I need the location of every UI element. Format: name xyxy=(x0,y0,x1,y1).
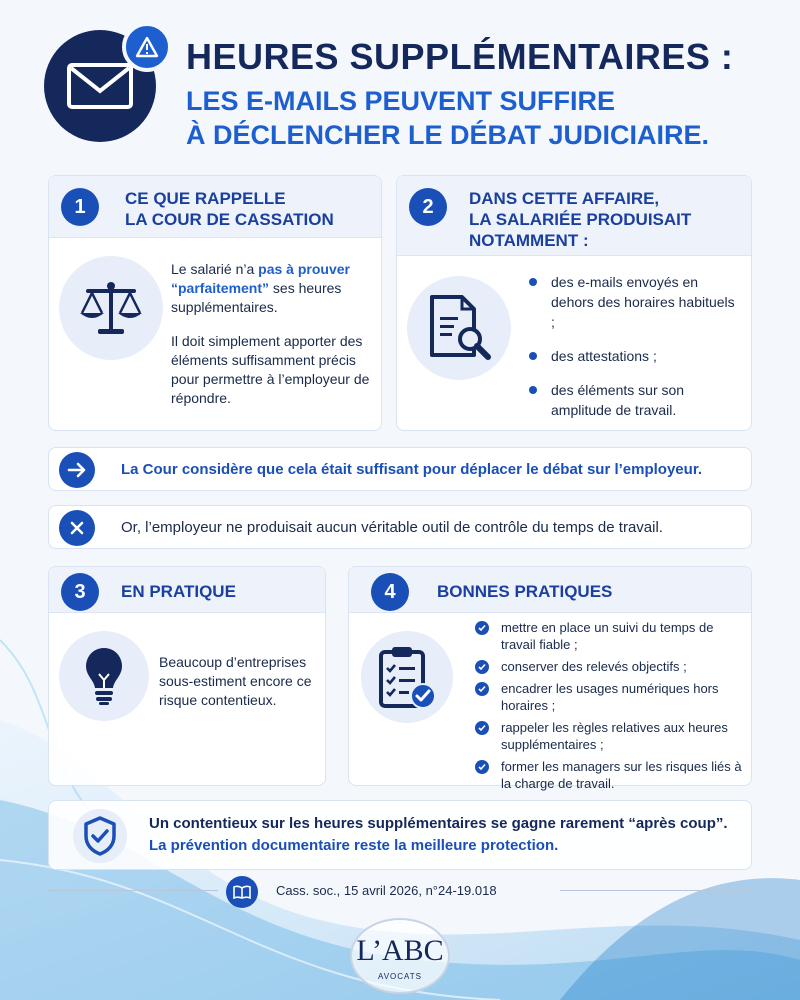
case-reference: Cass. soc., 15 avril 2026, n°24-19.018 xyxy=(276,883,497,898)
conclusion-line-1: Un contentieux sur les heures supplémentaires se gagne rarement “après coup”. xyxy=(149,815,728,832)
card-title xyxy=(125,188,375,230)
logo-subtext: AVOCATS xyxy=(377,972,423,981)
card-title-line: LA COUR DE CASSATION xyxy=(125,210,334,229)
highlight-text: pas à prouver xyxy=(258,261,350,277)
card-cour-de-cassation xyxy=(48,175,382,431)
list-item: des éléments sur son amplitude de travail. xyxy=(525,380,740,420)
check-icon xyxy=(475,760,489,774)
best-practices-list xyxy=(473,619,745,797)
evidence-list xyxy=(525,272,740,434)
list-item-text: conserver des relevés objectifs ; xyxy=(501,659,687,674)
card-title xyxy=(469,188,739,251)
list-item xyxy=(473,719,745,753)
text-span: ses heures supplémentaires. xyxy=(171,280,342,315)
card-title: BONNES PRATIQUES xyxy=(437,582,613,601)
divider xyxy=(48,890,218,891)
list-item xyxy=(473,658,745,675)
page-title: HEURES SUPPLÉMENTAIRES : xyxy=(186,36,734,77)
check-icon xyxy=(475,721,489,735)
conclusion-box xyxy=(48,800,752,870)
list-item-text: encadrer les usages numériques hors horaires ; xyxy=(501,681,719,713)
step-number-badge: 2 xyxy=(409,188,447,226)
document-search-icon xyxy=(407,276,511,380)
card-affaire xyxy=(396,175,752,431)
check-icon xyxy=(475,682,489,696)
divider xyxy=(560,890,752,891)
banner-employeur xyxy=(48,505,752,549)
book-icon xyxy=(226,876,258,908)
page-subtitle xyxy=(186,84,786,152)
list-item xyxy=(473,758,745,792)
subtitle-line-1: LES E-MAILS PEUVENT SUFFIRE xyxy=(186,86,616,116)
banner-conclusion-cour xyxy=(48,447,752,491)
check-icon xyxy=(475,660,489,674)
card-title-line: LA SALARIÉE PRODUISAIT xyxy=(469,210,692,229)
subtitle-line-2: À DÉCLENCHER LE DÉBAT JUDICIAIRE. xyxy=(186,120,710,150)
clipboard-check-icon xyxy=(361,631,453,723)
scales-icon xyxy=(59,256,163,360)
text-span: Le salarié n’a xyxy=(171,261,259,277)
step-number-badge: 3 xyxy=(61,573,99,611)
card-title-line: NOTAMMENT : xyxy=(469,231,589,250)
lightbulb-icon xyxy=(59,631,149,721)
check-icon xyxy=(475,621,489,635)
list-item xyxy=(473,680,745,714)
highlight-text: “parfaitement” xyxy=(171,280,270,296)
banner-text: Or, l’employeur ne produisait aucun véritable outil de contrôle du temps de travail. xyxy=(121,519,663,536)
step-number-badge: 1 xyxy=(61,188,99,226)
list-item-text: mettre en place un suivi du temps de travail fiable ; xyxy=(501,620,714,652)
card-title: EN PRATIQUE xyxy=(121,582,236,601)
card-title-line: CE QUE RAPPELLE xyxy=(125,189,286,208)
card-paragraph-2: Il doit simplement apporter des éléments suffisamment précis pour permettre à l’employeur de répondre. xyxy=(171,333,370,406)
logo-text: L’ABC xyxy=(356,934,444,967)
banner-text: La Cour considère que cela était suffisant pour déplacer le débat sur l’employeur. xyxy=(121,461,702,478)
list-item-text: former les managers sur les risques liés à la charge de travail. xyxy=(501,759,742,791)
list-item: des attestations ; xyxy=(525,346,740,366)
list-item-text: rappeler les règles relatives aux heures supplémentaires ; xyxy=(501,720,728,752)
logo xyxy=(350,918,450,994)
card-bonnes-pratiques xyxy=(348,566,752,791)
step-number-badge: 4 xyxy=(371,573,409,611)
header xyxy=(40,22,780,162)
conclusion-line-2: La prévention documentaire reste la meilleure protection. xyxy=(149,837,559,854)
cross-icon xyxy=(59,510,95,546)
list-item: des e-mails envoyés en dehors des horaires habituels ; xyxy=(525,272,740,332)
card-paragraph-1 xyxy=(171,260,373,317)
shield-check-icon xyxy=(73,809,127,863)
arrow-right-icon xyxy=(59,452,95,488)
card-title-line: DANS CETTE AFFAIRE, xyxy=(469,189,660,208)
warning-icon xyxy=(122,22,172,72)
card-paragraph: Beaucoup d’entreprises sous-estiment encore ce risque contentieux. xyxy=(159,654,312,708)
card-en-pratique xyxy=(48,566,326,786)
list-item xyxy=(473,619,745,653)
